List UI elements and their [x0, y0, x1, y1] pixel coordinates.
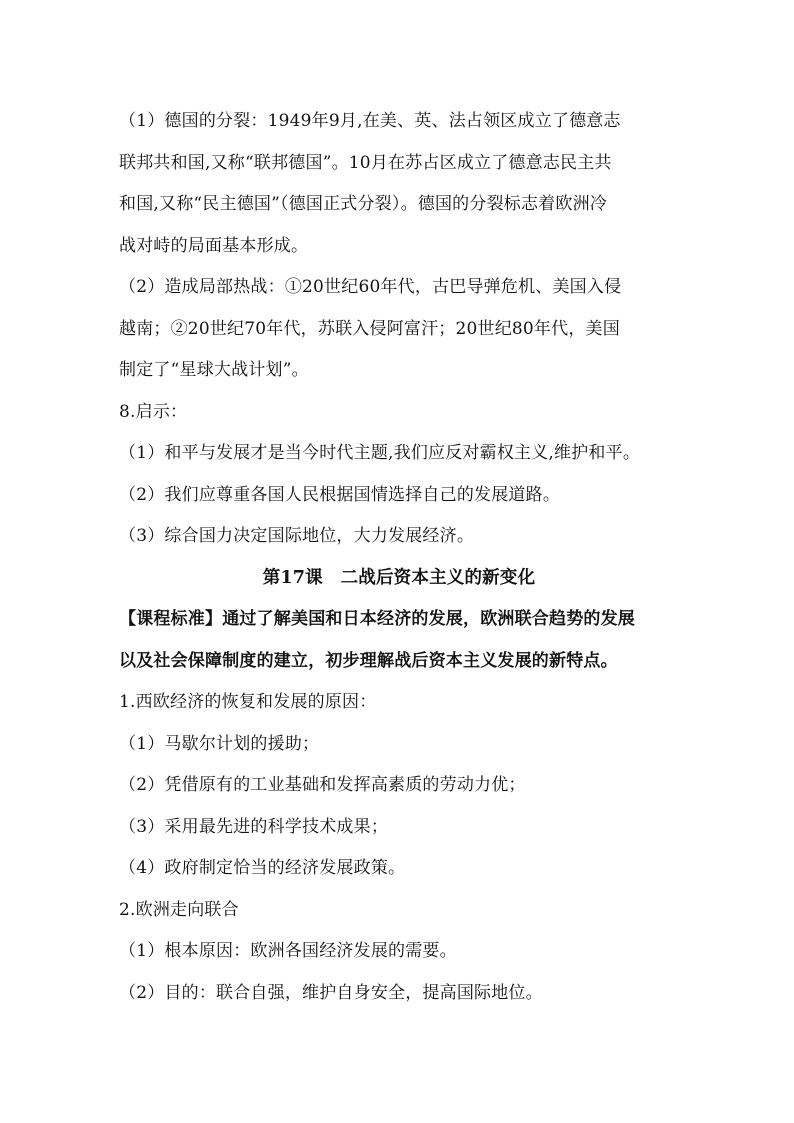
- section-heading-recovery: 1.西欧经济的恢复和发展的原因：: [119, 692, 377, 712]
- paragraph-line: 战对峙的局面基本形成。: [119, 235, 309, 256]
- paragraph-line: 联邦共和国,又称“联邦德国”。10月在苏占区成立了德意志民主共: [119, 152, 612, 173]
- section-heading-union: 2.欧洲走向联合: [119, 899, 239, 920]
- paragraph-line: （1）德国的分裂：1949年9月,在美、英、法占领区成立了德意志: [119, 111, 621, 131]
- paragraph-line: （2）我们应尊重各国人民根据国情选择自己的发展道路。: [119, 484, 561, 505]
- paragraph-line: （4）政府制定恰当的经济发展政策。: [119, 858, 406, 878]
- lesson-title: 第17课 二战后资本主义的新变化: [262, 567, 536, 588]
- paragraph-line: 越南；②20世纪70年代，苏联入侵阿富汗；20世纪80年代，美国: [119, 318, 620, 339]
- paragraph-line: （2）造成局部热战：①20世纪60年代，古巴导弹危机、美国入侵: [119, 277, 622, 297]
- section-heading-inspiration: 8.启示：: [119, 401, 188, 422]
- paragraph-line: （2）凭借原有的工业基础和发挥高素质的劳动力优；: [119, 775, 526, 795]
- document-body: [119, 101, 679, 1014]
- curriculum-standard-line: 以及社会保障制度的建立，初步理解战后资本主义发展的新特点。: [119, 650, 618, 671]
- paragraph-line: 和国,又称“民主德国”（德国正式分裂）。德国的分裂标志着欧洲冷: [119, 194, 607, 214]
- curriculum-standard-line: 【课程标准】通过了解美国和日本经济的发展，欧洲联合趋势的发展: [119, 609, 635, 629]
- paragraph-line: 制定了“星球大战计划”。: [119, 360, 309, 380]
- paragraph-line: （1）根本原因：欧洲各国经济发展的需要。: [119, 941, 457, 961]
- paragraph-line: （1）和平与发展才是当今时代主题,我们应反对霸权主义,维护和平。: [119, 443, 641, 463]
- paragraph-line: （3）采用最先进的科学技术成果；: [119, 816, 389, 837]
- paragraph-line: （3）综合国力决定国际地位，大力发展经济。: [119, 526, 475, 546]
- paragraph-line: （2）目的：联合自强，维护自身安全，提高国际地位。: [119, 982, 543, 1003]
- paragraph-line: （1）马歇尔计划的援助；: [119, 733, 320, 754]
